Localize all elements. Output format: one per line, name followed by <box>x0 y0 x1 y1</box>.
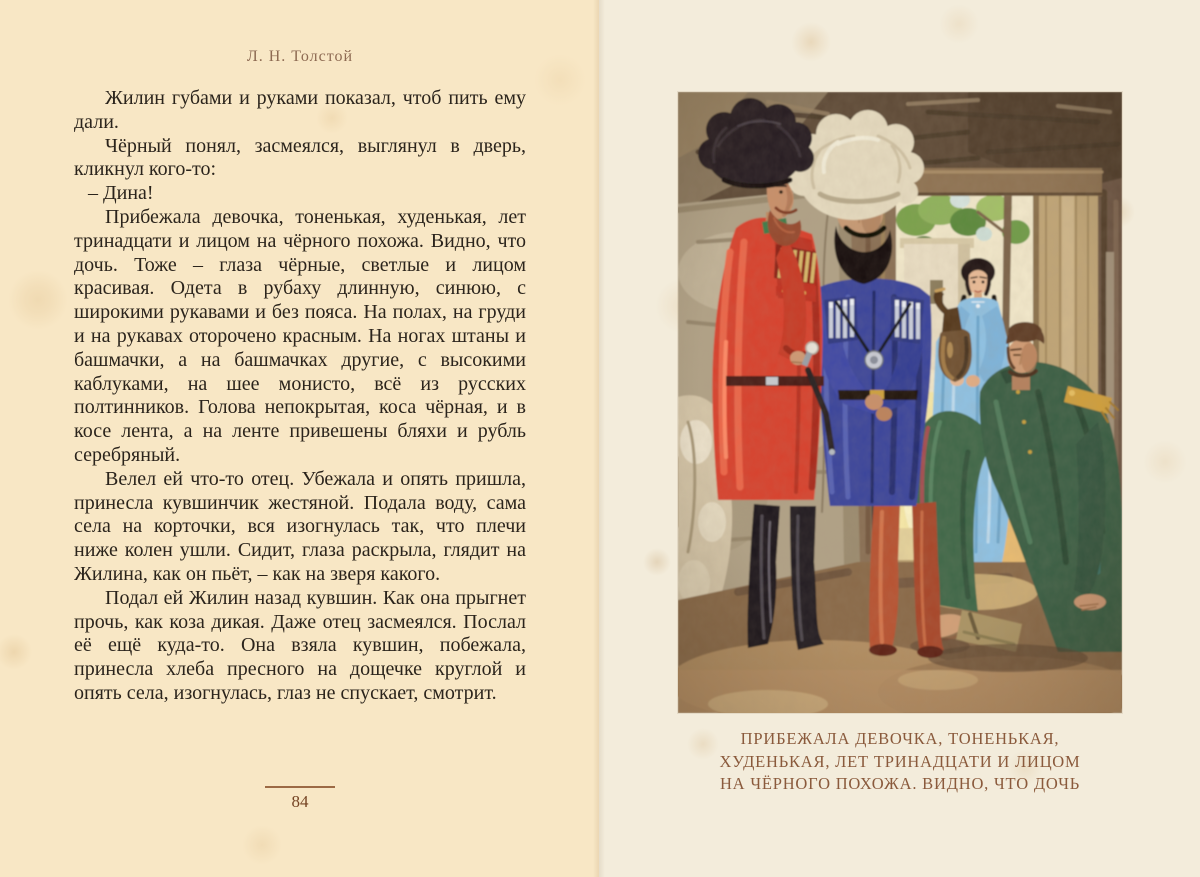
paragraph: Жилин губами и руками показал, чтоб пить ему дали. <box>74 87 526 133</box>
caption-line: ПРИБЕЖАЛА ДЕВОЧКА, ТОНЕНЬКАЯ, <box>740 729 1060 748</box>
caption-line: НА ЧЁРНОГО ПОХОЖА. ВИДНО, ЧТО ДОЧЬ <box>719 774 1081 794</box>
illustration-caption <box>648 728 1152 796</box>
page-footer <box>74 786 526 812</box>
paragraph: Чёрный понял, засмеялся, выглянул в дверь, кликнул кого-то: <box>74 134 526 181</box>
illustration-painting <box>678 92 1122 713</box>
right-page <box>599 0 1200 877</box>
paragraph: Прибежала девочка, тоненькая, худенькая, лет тринадцати и лицом на чёрного похожа. Видно, что дочь. Тоже – глаза чёрные, светлые и лицом красивая. Одета в рубаху длинную, синюю, с широкими рукавами и без пояса. На полах, на груди и на рукавах оторочено красным. На ногах штаны и башмачки, а на башмачках другие, с высокими каблуками, на шее монисто, всё из русских полтинников. Голова непокрытая, коса чёрная, и в косе лента, а на ленте привешены бляхи и рубль серебряный. <box>74 205 526 466</box>
paragraph: Велел ей что-то отец. Убежала и опять пришла, принесла кувшинчик жестяной. Подала воду, сама села на корточки, вся изогнулась так, что плечи ниже колен ушли. Сидит, глаза раскрыла, глядит на Жилина, как он пьёт, – как на зверя какого. <box>74 467 526 585</box>
body-text <box>74 87 526 706</box>
illustration <box>678 92 1122 713</box>
footer-rule <box>265 786 335 788</box>
page-number: 84 <box>291 791 309 811</box>
running-header: Л. Н. Толстой <box>246 48 354 65</box>
paragraph: Подал ей Жилин назад кувшин. Как она прыгнет прочь, как коза дикая. Даже отец засмеялся. Послал её ещё куда-то. Она взяла кувшин, побежала, принесла хлеба пресного на дощечке круглой и опять села, изогнулась, глаз не спускает, смотрит. <box>74 586 526 704</box>
left-page <box>0 0 599 877</box>
paragraph-dialogue: – Дина! <box>88 182 154 205</box>
caption-line: ХУДЕНЬКАЯ, ЛЕТ ТРИНАДЦАТИ И ЛИЦОМ <box>719 751 1081 771</box>
